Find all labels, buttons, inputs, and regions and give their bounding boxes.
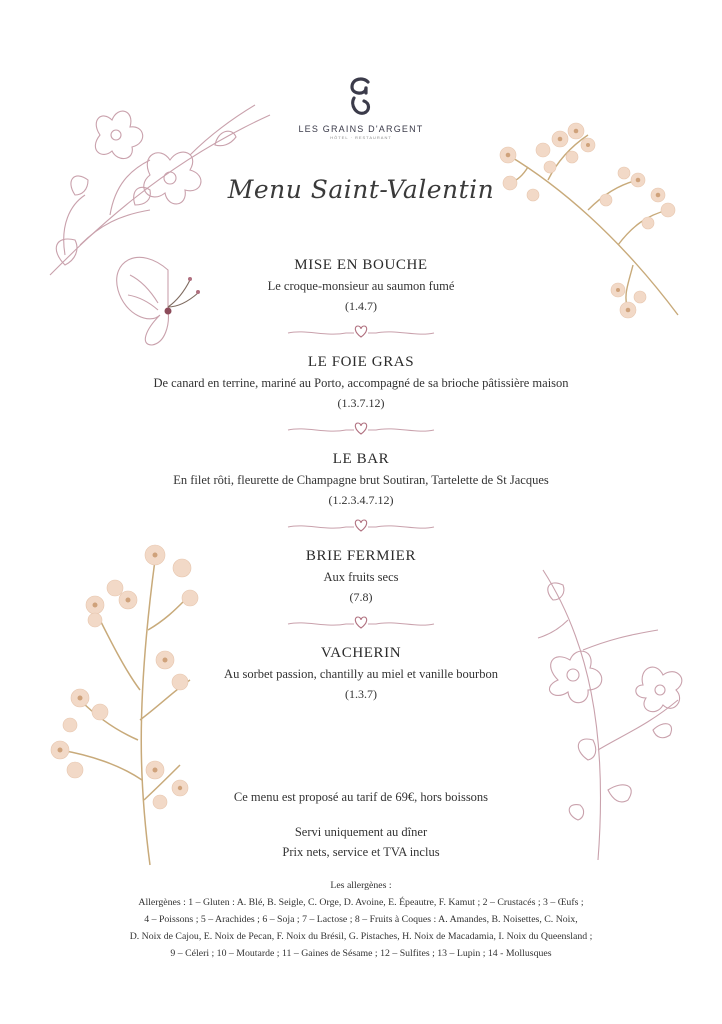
heart-divider-icon — [286, 418, 436, 438]
heart-divider-icon — [286, 321, 436, 341]
course-le-bar — [0, 448, 722, 510]
course-description: Le croque-monsieur au saumon fumé — [267, 279, 455, 293]
allergens-line: 9 – Céleri ; 10 – Moutarde ; 11 – Gaines de Sésame ; 12 – Sulfites ; 13 – Lupin ; 14 - Mollusques — [170, 948, 552, 959]
course-name: LE FOIE GRAS — [307, 354, 415, 370]
allergens-line: D. Noix de Cajou, E. Noix de Pecan, F. Noix du Brésil, G. Pistaches, H. Noix de Macadamia, I. Noix du Queensland ; — [129, 931, 593, 942]
logo — [0, 75, 722, 140]
heart-divider-icon — [286, 612, 436, 632]
course-allergens: (1.3.7.12) — [337, 396, 385, 410]
heart-divider-icon — [286, 515, 436, 535]
menu-title: Menu Saint-Valentin — [227, 175, 495, 204]
course-description: Au sorbet passion, chantilly au miel et vanille bourbon — [224, 667, 498, 681]
course-allergens: (1.4.7) — [345, 299, 377, 313]
course-list — [0, 254, 722, 704]
course-foie-gras — [0, 351, 722, 413]
course-name: VACHERIN — [320, 645, 402, 661]
course-allergens: (7.8) — [349, 590, 373, 604]
course-description: Aux fruits secs — [323, 570, 399, 584]
course-mise-en-bouche — [0, 254, 722, 316]
allergens-legend — [0, 877, 722, 962]
course-brie-fermier — [0, 545, 722, 607]
brand-name: LES GRAINS D'ARGENT — [298, 124, 424, 134]
course-description: De canard en terrine, mariné au Porto, accompagné de sa brioche pâtissière maison — [153, 376, 569, 390]
course-allergens: (1.2.3.4.7.12) — [328, 493, 394, 507]
course-name: BRIE FERMIER — [305, 548, 417, 564]
allergens-line: 4 – Poissons ; 5 – Arachides ; 6 – Soja ; 7 – Lactose ; 8 – Fruits à Coques : A. Amandes, B. Noisettes, C. Noix, — [144, 914, 578, 925]
course-name: MISE EN BOUCHE — [294, 257, 428, 273]
allergens-title: Les allergènes : — [330, 880, 392, 891]
price-note: Ce menu est proposé au tarif de 69€, hors boissons — [233, 790, 489, 804]
taxes-note: Prix nets, service et TVA inclus — [282, 845, 440, 859]
course-name: LE BAR — [332, 451, 390, 467]
served-note: Servi uniquement au dîner — [294, 825, 428, 839]
course-vacherin — [0, 642, 722, 704]
service-notes — [0, 822, 722, 862]
allergens-line: Allergènes : 1 – Gluten : A. Blé, B. Seigle, C. Orge, D. Avoine, E. Épeautre, F. Kamut ; 2 – Crustacés ; 3 – Œufs ; — [138, 897, 584, 908]
brand-subtitle: HÔTEL · RESTAURANT — [330, 135, 392, 140]
course-allergens: (1.3.7) — [345, 687, 377, 701]
course-description: En filet rôti, fleurette de Champagne brut Soutiran, Tartelette de St Jacques — [173, 473, 549, 487]
logo-mark-icon — [346, 75, 376, 120]
